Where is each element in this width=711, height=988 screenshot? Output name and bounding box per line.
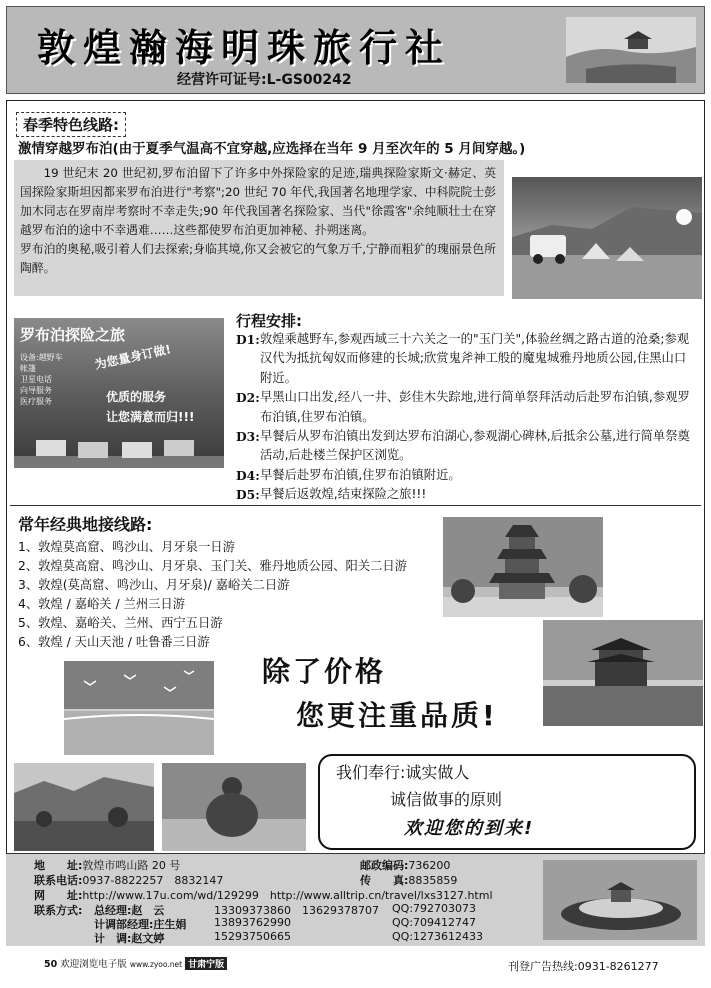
address-value: 敦煌市鸣山路 20 号	[82, 859, 181, 872]
address-label: 地 址:	[34, 859, 83, 872]
day-text: 早餐后从罗布泊镇出发到达罗布泊湖心,参观湖心碑林,后抵余公墓,进行简单祭奠活动,后赴楼兰保护区浏览。	[260, 429, 690, 463]
itinerary-title: 行程安排:	[236, 312, 302, 330]
route-item: 5、敦煌、嘉峪关、兰州、西宁五日游	[18, 615, 223, 630]
license-number: 经营许可证号:L-GS00242	[177, 72, 352, 88]
edition-badge: 甘肃宁版	[185, 957, 227, 970]
contact-person: 计 调:赵文婷	[94, 932, 165, 945]
contact-phone: 15293750665	[214, 930, 291, 943]
poster-feature: 设备:越野车	[20, 353, 63, 362]
day-label: D3:	[236, 429, 260, 445]
website-links[interactable]: http://www.17u.com/wd/129299 http://www.alltrip.cn/travel/lxs3127.html	[82, 889, 493, 902]
itinerary-day	[236, 388, 698, 427]
poster-feature: 帐篷	[20, 364, 36, 373]
intro-paragraph-1: 19 世纪末 20 世纪初,罗布泊留下了许多中外探险家的足迹,瑞典探险家斯文·赫定、英国探险家斯坦因都来罗布泊进行"考察";20 世纪 70 年代,我国著名地理学家、中科院院士彭加木同志在罗南岸考察时不幸走失;90 年代我国著名探险家、当代"徐霞客"余纯顺壮士在穿越罗布泊的途中不幸遇难……这些都使罗布泊更加神秘、扑朔迷离。	[20, 166, 496, 237]
masthead	[6, 6, 705, 94]
postcode-value: 736200	[408, 859, 451, 872]
postcode-label: 邮政编码:	[360, 859, 409, 872]
itinerary-day	[236, 330, 698, 388]
motto-line-1: 我们奉行:诚实做人	[336, 763, 470, 782]
company-name: 敦煌瀚海明珠旅行社	[37, 25, 452, 70]
jiayuguan-fort-photo	[543, 620, 703, 726]
day-text: 早黑山口出发,经八一井、彭佳木失踪地,进行简单祭拜活动后赴罗布泊镇,参观罗布泊镇,住罗布泊镇。	[260, 390, 690, 424]
day-label: D5:	[236, 487, 260, 503]
lop-nur-poster	[14, 318, 224, 468]
mogao-grottoes-photo	[443, 517, 603, 617]
classic-routes-list	[18, 538, 407, 651]
itinerary-day	[236, 485, 698, 504]
lop-nur-intro	[14, 160, 504, 296]
poster-features	[20, 352, 63, 407]
contact-phone: 13893762990	[214, 916, 291, 929]
poster-slogan-2: 优质的服务	[106, 390, 167, 404]
header-oasis-photo	[566, 17, 696, 83]
address-row	[34, 857, 180, 873]
oasis-island-photo	[543, 860, 697, 940]
contact-method-label: 联系方式:	[34, 904, 83, 917]
route-item: 6、敦煌 / 天山天池 / 吐鲁番三日游	[18, 634, 210, 649]
phone-value: 0937-8822257 8832147	[82, 874, 224, 887]
canyon-landscape-photo	[14, 763, 154, 851]
intro-paragraph-2: 罗布泊的奥秘,吸引着人们去探索;身临其境,你又会被它的气象万千,宁静而粗犷的瑰丽景色所陶醉。	[20, 242, 496, 275]
contact-qq: QQ:709412747	[392, 916, 477, 929]
route-item: 1、敦煌莫高窟、鸣沙山、月牙泉一日游	[18, 540, 235, 554]
motto-welcome: 欢迎您的到来!	[404, 818, 535, 839]
classic-routes-title: 常年经典地接线路:	[18, 515, 153, 534]
fax-label: 传 真:	[360, 874, 409, 887]
fax-row	[360, 872, 457, 888]
route-item: 4、敦煌 / 嘉峪关 / 兰州三日游	[18, 596, 186, 611]
contact-person: 计调部经理:庄生娟	[94, 918, 187, 931]
contact-phone: 13309373860 13629378707	[214, 904, 379, 917]
poster-title: 罗布泊探险之旅	[20, 326, 126, 344]
site-link[interactable]: www.zyoo.net	[129, 960, 183, 969]
day-label: D4:	[236, 467, 260, 483]
contact-qq: QQ:1273612433	[392, 930, 484, 943]
poster-slogan-1: 为您量身订做!	[93, 342, 173, 372]
slogan-price: 除了价格	[262, 655, 387, 688]
day-text: 早餐后赴罗布泊镇,住罗布泊镇附近。	[260, 467, 461, 482]
day-label: D1:	[236, 332, 260, 347]
poster-feature: 医疗服务	[20, 397, 52, 406]
itinerary-day	[236, 427, 698, 466]
page-footer	[44, 956, 227, 970]
page-number: 50	[44, 959, 58, 970]
route-item: 2、敦煌莫高窟、鸣沙山、月牙泉、玉门关、雅丹地质公园、阳关二日游	[18, 558, 408, 573]
day-text: 敦煌乘越野车,参观西域三十六关之一的"玉门关",体验丝绸之路古道的沧桑;参观汉代为抵抗匈奴而修建的长城;欣赏鬼斧神工般的魔鬼城雅丹地质公园,住黑山口附近。	[260, 332, 690, 385]
website-label: 网 址:	[34, 889, 83, 902]
website-row	[34, 887, 493, 903]
itinerary-day	[236, 466, 698, 485]
poster-jeeps-graphic	[14, 430, 224, 468]
contact-qq: QQ:792703073	[392, 902, 477, 915]
lake-birds-photo	[64, 661, 214, 755]
day-text: 早餐后返敦煌,结束探险之旅!!!	[260, 487, 427, 502]
ebook-notice: 欢迎浏览电子版	[60, 959, 127, 970]
postcode-row	[360, 857, 450, 873]
poster-slogan-3: 让您满意而归!!!	[106, 410, 195, 424]
itinerary-list	[236, 330, 698, 505]
poster-feature: 卫星电话	[20, 375, 52, 384]
slogan-quality: 您更注重品质!	[296, 699, 498, 732]
buddha-statue-photo	[162, 763, 306, 851]
contact-person: 总经理:赵 云	[94, 904, 165, 917]
phone-label: 联系电话:	[34, 874, 83, 887]
phone-row	[34, 872, 223, 888]
poster-feature: 向导服务	[20, 386, 52, 395]
day-label: D2:	[236, 390, 260, 406]
desert-camp-photo	[512, 177, 702, 299]
desert-route-title: 激情穿越罗布泊(由于夏季气温高不宜穿越,应选择在当年 9 月至次年的 5 月间穿越。)	[18, 141, 526, 157]
ad-hotline: 刊登广告热线:0931-8261277	[508, 960, 659, 973]
section-divider	[10, 505, 701, 506]
motto-line-2: 诚信做事的原则	[390, 790, 503, 809]
fax-value: 8835859	[408, 874, 458, 887]
spring-route-title: 春季特色线路:	[16, 112, 126, 137]
route-item: 3、敦煌(莫高窟、鸣沙山、月牙泉)/ 嘉峪关二日游	[18, 577, 290, 592]
